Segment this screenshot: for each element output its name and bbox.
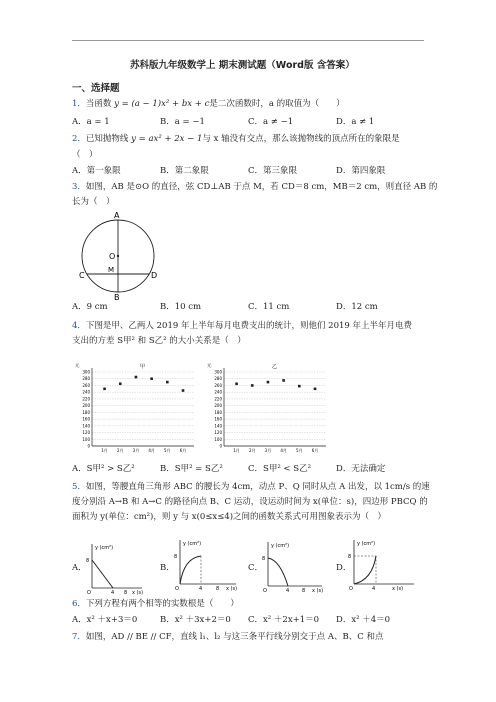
formula: y = ax² + 2x − 1 xyxy=(131,134,203,144)
data-point xyxy=(119,382,122,385)
y-tick-label: 100 xyxy=(214,436,222,442)
svg-text:x (s): x (s) xyxy=(392,586,404,592)
svg-text:8: 8 xyxy=(174,554,178,560)
y-tick-label: 200 xyxy=(214,403,222,409)
svg-text:O: O xyxy=(87,590,91,596)
option-c: C．第三象限 xyxy=(248,166,298,176)
data-point xyxy=(182,389,185,392)
formula: y = (a − 1)x² + bx + c xyxy=(114,99,210,109)
x-tick-label: 1月 xyxy=(101,448,108,453)
svg-text:4: 4 xyxy=(199,586,203,592)
data-point xyxy=(235,382,238,385)
question-2 xyxy=(72,133,400,145)
option-a: A． xyxy=(72,563,87,573)
x-tick-label: 6月 xyxy=(179,448,187,453)
option-c: C． xyxy=(248,563,264,573)
question-7 xyxy=(72,631,383,643)
data-point xyxy=(251,384,254,387)
question-3 xyxy=(72,181,437,193)
x-tick-label: 6月 xyxy=(311,448,319,453)
chart-title: 乙 xyxy=(272,364,278,370)
question-5 xyxy=(72,481,430,493)
y-tick-label: 280 xyxy=(82,376,90,382)
option-b: B．x² ＋3x+2＝0 xyxy=(160,615,231,625)
y-tick-label: 120 xyxy=(214,430,222,436)
svg-text:x (s): x (s) xyxy=(312,588,324,594)
y-tick-label: 200 xyxy=(82,403,90,409)
svg-text:4: 4 xyxy=(286,588,290,594)
option-d: D．无法确定 xyxy=(336,464,386,474)
y-tick-label: 160 xyxy=(82,416,90,422)
y-tick-label: 260 xyxy=(214,382,222,388)
option-d: D．第四象限 xyxy=(336,166,386,176)
x-tick-label: 2月 xyxy=(116,448,124,453)
question-text: 如图，等腰直角三角形 ABC 的腰长为 4cm，动点 P、Q 同时从点 A 出发，以 1cm/s 的速 xyxy=(85,482,430,492)
svg-text:8: 8 xyxy=(216,586,220,592)
y-tick-label: 220 xyxy=(82,396,90,402)
option-b: B．S甲² = S乙² xyxy=(160,464,223,474)
option-a: A．第一象限 xyxy=(72,166,121,176)
option-c: C．S甲² < S乙² xyxy=(248,464,311,474)
y-tick-label: 140 xyxy=(82,423,90,429)
chart-jia xyxy=(72,360,200,460)
question-text: 与 x 轴没有交点，那么该抛物线的顶点所在的象限是 xyxy=(202,134,400,144)
x-tick-label: 3月 xyxy=(264,448,272,453)
y-tick-label: 100 xyxy=(82,436,90,442)
y-tick-label: 140 xyxy=(214,423,222,429)
option-d: D． xyxy=(336,563,352,573)
chart-yi xyxy=(204,360,332,460)
x-tick-label: 5月 xyxy=(164,448,171,453)
option-a: A．x² ＋x+3＝0 xyxy=(72,615,138,625)
question-number: 1． xyxy=(72,99,86,109)
y-tick-label: 300 xyxy=(82,369,90,375)
question-4 xyxy=(72,320,412,332)
center-point xyxy=(117,255,119,257)
graph-option-c xyxy=(258,538,324,592)
question-text: a 的取值为（ ） xyxy=(268,99,345,109)
y-tick-label: 0 xyxy=(219,443,222,449)
svg-text:x (s): x (s) xyxy=(132,590,144,596)
data-point xyxy=(150,377,153,380)
svg-text:y (cm²): y (cm²) xyxy=(95,545,114,551)
header-rule xyxy=(72,40,424,41)
svg-text:x (s): x (s) xyxy=(226,586,238,592)
question-text: 当函数 xyxy=(85,99,112,109)
question-text: 长为（ ） xyxy=(72,197,115,207)
x-tick-label: 5月 xyxy=(296,448,303,453)
question-text: 下列方程有两个相等的实数根是（ ） xyxy=(85,599,239,609)
y-axis-label: 元 xyxy=(207,364,212,369)
graph-option-a xyxy=(84,540,144,596)
graph-option-d xyxy=(344,536,416,592)
option-d: D．a ≠ 1 xyxy=(336,117,375,127)
graph-option-b xyxy=(172,536,238,592)
y-tick-label: 180 xyxy=(214,409,222,415)
label-c: C xyxy=(79,271,85,280)
y-tick-label: 0 xyxy=(87,443,90,449)
data-point xyxy=(103,388,106,391)
svg-text:4: 4 xyxy=(372,586,376,592)
label-m: M xyxy=(108,266,115,274)
svg-text:O: O xyxy=(263,588,267,594)
svg-text:y (cm²): y (cm²) xyxy=(183,541,202,547)
question-1 xyxy=(72,98,345,110)
graph-curve xyxy=(268,558,288,586)
chart-title: 甲 xyxy=(140,364,146,370)
svg-text:y (cm²): y (cm²) xyxy=(357,541,376,547)
svg-text:8: 8 xyxy=(262,556,266,562)
option-c: C．a ≠ −1 xyxy=(248,117,294,127)
question-text: 是二次函数时， xyxy=(209,99,269,109)
option-d: D．12 cm xyxy=(336,302,378,312)
option-a: A．a = 1 xyxy=(72,117,110,127)
svg-text:8: 8 xyxy=(302,588,306,594)
x-tick-label: 2月 xyxy=(248,448,256,453)
y-tick-label: 240 xyxy=(82,389,90,395)
question-number: 2． xyxy=(72,134,86,144)
svg-text:8: 8 xyxy=(86,558,90,564)
question-number: 4． xyxy=(72,321,86,331)
label-d: D xyxy=(151,271,158,280)
svg-text:8: 8 xyxy=(348,554,352,560)
y-tick-label: 280 xyxy=(214,376,222,382)
data-point xyxy=(267,381,270,384)
option-a: A．9 cm xyxy=(72,302,108,312)
svg-text:O: O xyxy=(349,586,353,592)
graph-curve xyxy=(180,556,201,584)
x-tick-label: 3月 xyxy=(132,448,140,453)
y-axis-label: 元 xyxy=(75,364,80,369)
question-text: 下图是甲、乙两人 2019 年上半年每月电费支出的统计，则他们 2019 年上半年月电费 xyxy=(85,321,412,331)
question-text: 如图，AB 是⊙O 的直径，弦 CD⊥AB 于点 M，若 CD＝8 cm，MB＝2 cm，则直径 AB 的 xyxy=(85,182,438,192)
label-a: A xyxy=(114,211,120,220)
graph-curve xyxy=(92,560,113,588)
question-text: 已知抛物线 xyxy=(85,134,129,144)
section-heading: 一、选择题 xyxy=(72,83,120,94)
svg-text:8: 8 xyxy=(124,590,128,596)
data-point xyxy=(282,379,285,382)
option-d: D．x² ＋4＝0 xyxy=(336,615,391,625)
option-b: B．10 cm xyxy=(160,302,202,312)
y-tick-label: 300 xyxy=(214,369,222,375)
question-text: 支出的方差 S甲² 和 S乙² 的大小关系是（ ） xyxy=(72,336,246,346)
circle-diagram xyxy=(76,208,166,300)
y-tick-label: 240 xyxy=(214,389,222,395)
svg-text:4: 4 xyxy=(111,590,115,596)
option-a: A．S甲² > S乙² xyxy=(72,464,135,474)
answer-paren: （ ） xyxy=(72,150,98,160)
data-point xyxy=(166,381,169,384)
option-b: B．第二象限 xyxy=(160,166,209,176)
x-tick-label: 1月 xyxy=(233,448,240,453)
data-point xyxy=(298,385,301,388)
question-text: 面积为 y(单位：cm²)，则 y 与 x(0≤x≤4)之间的函数关系式可用图象表示为（ ） xyxy=(72,512,387,522)
option-c: C．x² ＋2x+1＝0 xyxy=(248,615,320,625)
question-number: 7． xyxy=(72,632,86,642)
data-point xyxy=(314,388,317,391)
x-tick-label: 4月 xyxy=(148,448,155,453)
graph-curve xyxy=(354,556,376,584)
question-6 xyxy=(72,598,239,610)
label-b: B xyxy=(114,293,120,302)
option-b: B．a = −1 xyxy=(160,117,205,127)
y-tick-label: 180 xyxy=(82,409,90,415)
y-tick-label: 160 xyxy=(214,416,222,422)
option-b: B． xyxy=(160,563,175,573)
document-title: 苏科版九年级数学上 期末测试题（Word版 含答案） xyxy=(130,60,355,71)
option-c: C．11 cm xyxy=(248,302,290,312)
question-number: 5． xyxy=(72,482,86,492)
question-text: 度分别沿 A→B 和 A→C 的路径向点 B、C 运动，设运动时间为 x(单位：s)，四边形 PBCQ 的 xyxy=(72,497,428,507)
svg-text:O: O xyxy=(175,586,179,592)
question-number: 6． xyxy=(72,599,86,609)
question-text: 如图，AD // BE // CF，直线 l₁、l₂ 与这三条平行线分别交于点 A、B、C 和点 xyxy=(85,632,384,642)
x-tick-label: 4月 xyxy=(280,448,287,453)
svg-text:y (cm²): y (cm²) xyxy=(271,543,290,549)
y-tick-label: 120 xyxy=(82,430,90,436)
y-tick-label: 220 xyxy=(214,396,222,402)
label-o: O xyxy=(109,252,116,261)
question-number: 3． xyxy=(72,182,86,192)
y-tick-label: 260 xyxy=(82,382,90,388)
data-point xyxy=(135,376,138,379)
